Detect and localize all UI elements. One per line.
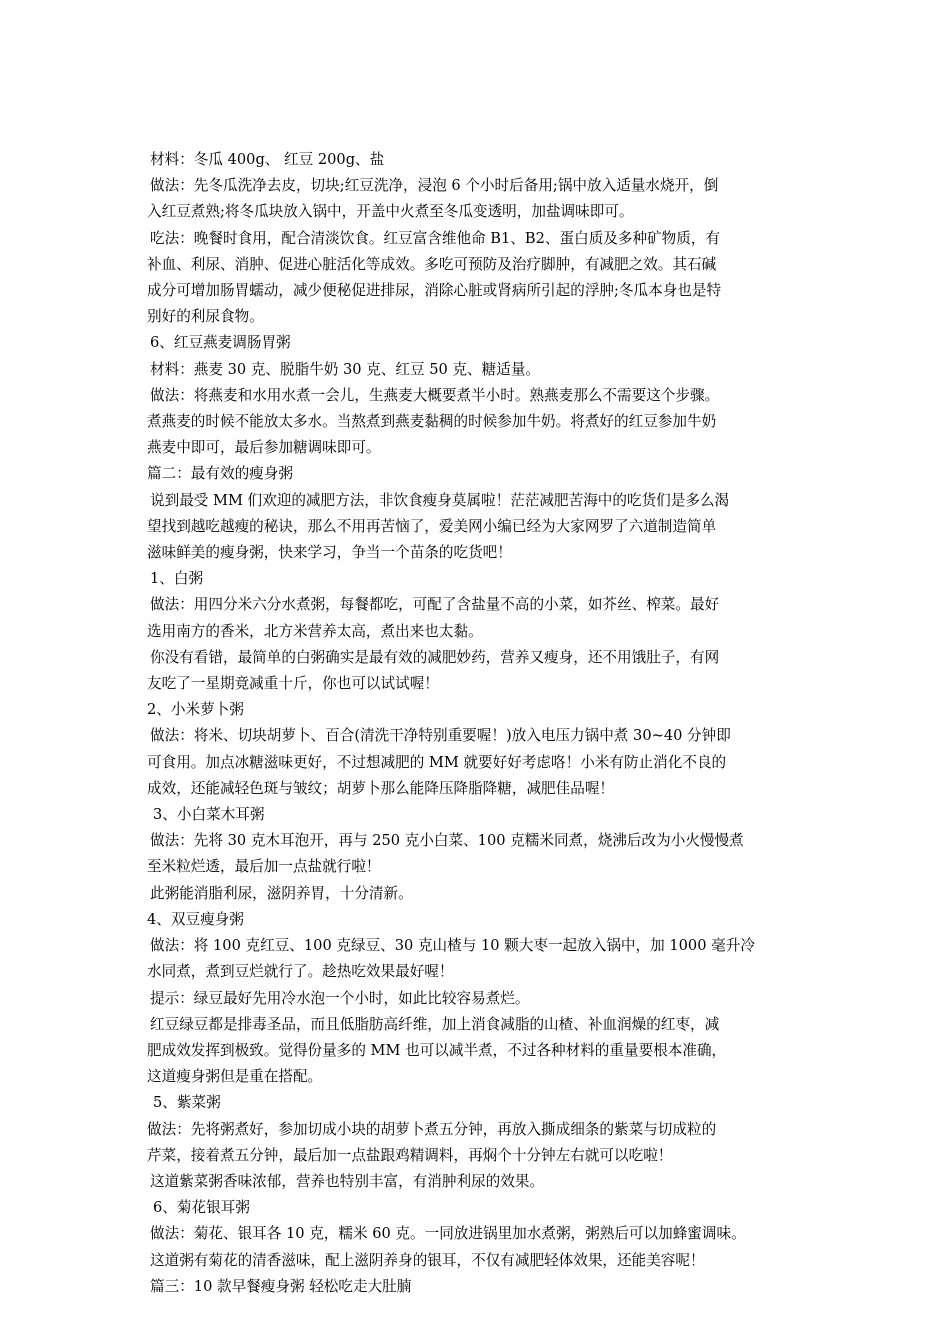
text-line: 做法：用四分米六分水煮粥，每餐都吃，可配了含盐量不高的小菜，如芥丝、榨菜。最好 [150, 596, 720, 614]
text-line: 3、小白菜木耳粥 [153, 806, 265, 824]
text-line: 煮燕麦的时候不能放太多水。当熬煮到燕麦黏稠的时候参加牛奶。将煮好的红豆参加牛奶 [147, 413, 717, 431]
text-line: 材料：燕麦 30 克、脱脂牛奶 30 克、红豆 50 克、糖适量。 [150, 360, 541, 378]
text-line: 芹菜，接着煮五分钟，最后加一点盐跟鸡精调料，再焖个十分钟左右就可以吃啦！ [147, 1146, 673, 1164]
text-line: 此粥能消脂利尿，滋阴养胃，十分清新。 [150, 884, 413, 902]
text-line: 这道紫菜粥香味浓郁，营养也特别丰富，有消肿利尿的效果。 [150, 1172, 545, 1190]
text-line: 肥成效发挥到极致。觉得份量多的 MM 也可以减半煮，不过各种材料的重量要根本准确， [147, 1041, 727, 1059]
text-line: 你没有看错，最简单的白粥确实是最有效的减肥妙药，营养又瘦身，还不用饿肚子，有网 [150, 648, 720, 666]
text-line: 1、白粥 [150, 570, 204, 588]
text-line: 入红豆煮熟;将冬瓜块放入锅中，开盖中火煮至冬瓜变透明，加盐调味即可。 [147, 203, 634, 221]
text-line: 吃法：晚餐时食用，配合清淡饮食。红豆富含维他命 B1、B2、蛋白质及多种矿物质，有 [150, 229, 721, 247]
text-line: 这道粥有菊花的清香滋味，配上滋阴养身的银耳，不仅有减肥轻体效果，还能美容呢！ [150, 1251, 705, 1269]
text-line: 成分可增加肠胃蠕动，减少便秘促进排尿，消除心脏或肾病所引起的浮肿;冬瓜本身也是特 [147, 282, 722, 300]
text-line: 做法：将米、切块胡萝卜、百合(清洗干净特别重要喔！)放入电压力锅中煮 30~40 分钟即 [150, 727, 731, 745]
text-line: 成效，还能减轻色斑与皱纹；胡萝卜那么能降压降脂降糖，减肥佳品喔！ [147, 779, 615, 797]
text-line: 说到最受 MM 们欢迎的减肥方法，非饮食瘦身莫属啦！茫茫减肥苦海中的吃货们是多么渴 [150, 491, 730, 509]
text-line: 2、小米萝卜粥 [147, 701, 244, 719]
text-line: 做法：先将粥煮好，参加切成小块的胡萝卜煮五分钟，再放入撕成细条的紫菜与切成粒的 [147, 1120, 717, 1138]
text-line: 篇二：最有效的瘦身粥 [147, 465, 293, 483]
text-line: 水同煮，煮到豆烂就行了。趁热吃效果最好喔！ [147, 963, 454, 981]
text-line: 别好的利尿食物。 [147, 308, 264, 326]
text-line: 红豆绿豆都是排毒圣品，而且低脂肪高纤维，加上消食减脂的山楂、补血润燥的红枣，减 [150, 1015, 720, 1033]
text-line: 友吃了一星期竟减重十斤，你也可以试试喔！ [147, 675, 439, 693]
text-line: 材料：冬瓜 400g、 红豆 200g、盐 [150, 151, 385, 168]
document-page [147, 147, 810, 1300]
text-line: 燕麦中即可，最后参加糖调味即可。 [147, 439, 381, 457]
text-line: 篇三：10 款早餐瘦身粥 轻松吃走大肚腩 [150, 1277, 412, 1295]
text-line: 做法：先冬瓜洗净去皮，切块;红豆洗净，浸泡 6 个小时后备用;锅中放入适量水烧开，倒 [150, 177, 719, 195]
text-line: 做法：先将 30 克木耳泡开，再与 250 克小白菜、100 克糯米同煮，烧沸后改为小火慢慢煮 [150, 832, 744, 850]
text-line: 望找到越吃越瘦的秘诀，那么不用再苦恼了，爱美网小编已经为大家网罗了六道制造简单 [147, 517, 717, 535]
text-line: 5、紫菜粥 [153, 1094, 221, 1112]
text-line: 做法：将 100 克红豆、100 克绿豆、30 克山楂与 10 颗大枣一起放入锅中，加 1000 毫升冷 [150, 937, 755, 955]
text-line: 至米粒烂透，最后加一点盐就行啦！ [147, 858, 381, 876]
text-line: 做法：将燕麦和水用水煮一会儿，生燕麦大概要煮半小时。熟燕麦那么不需要这个步骤。 [150, 386, 720, 404]
text-line: 提示：绿豆最好先用冷水泡一个小时，如此比较容易煮烂。 [150, 989, 530, 1007]
text-line: 可食用。加点冰糖滋味更好，不过想减肥的 MM 就要好好考虑咯！小米有防止消化不良的 [147, 753, 727, 771]
text-line: 4、双豆瘦身粥 [147, 910, 244, 928]
text-line: 6、红豆燕麦调肠胃粥 [150, 334, 291, 352]
text-line: 6、菊花银耳粥 [153, 1199, 250, 1217]
text-line: 做法：菊花、银耳各 10 克，糯米 60 克。一同放进锅里加水煮粥，粥熟后可以加蜂蜜调味。 [150, 1225, 746, 1243]
text-line: 滋味鲜美的瘦身粥，快来学习，争当一个苗条的吃货吧！ [147, 544, 512, 562]
text-line: 选用南方的香米，北方米营养太高，煮出来也太黏。 [147, 622, 483, 640]
text-line: 这道瘦身粥但是重在搭配。 [147, 1068, 323, 1086]
text-line: 补血、利尿、消肿、促进心脏活化等成效。多吃可预防及治疗脚肿，有减肥之效。其石碱 [147, 255, 717, 273]
